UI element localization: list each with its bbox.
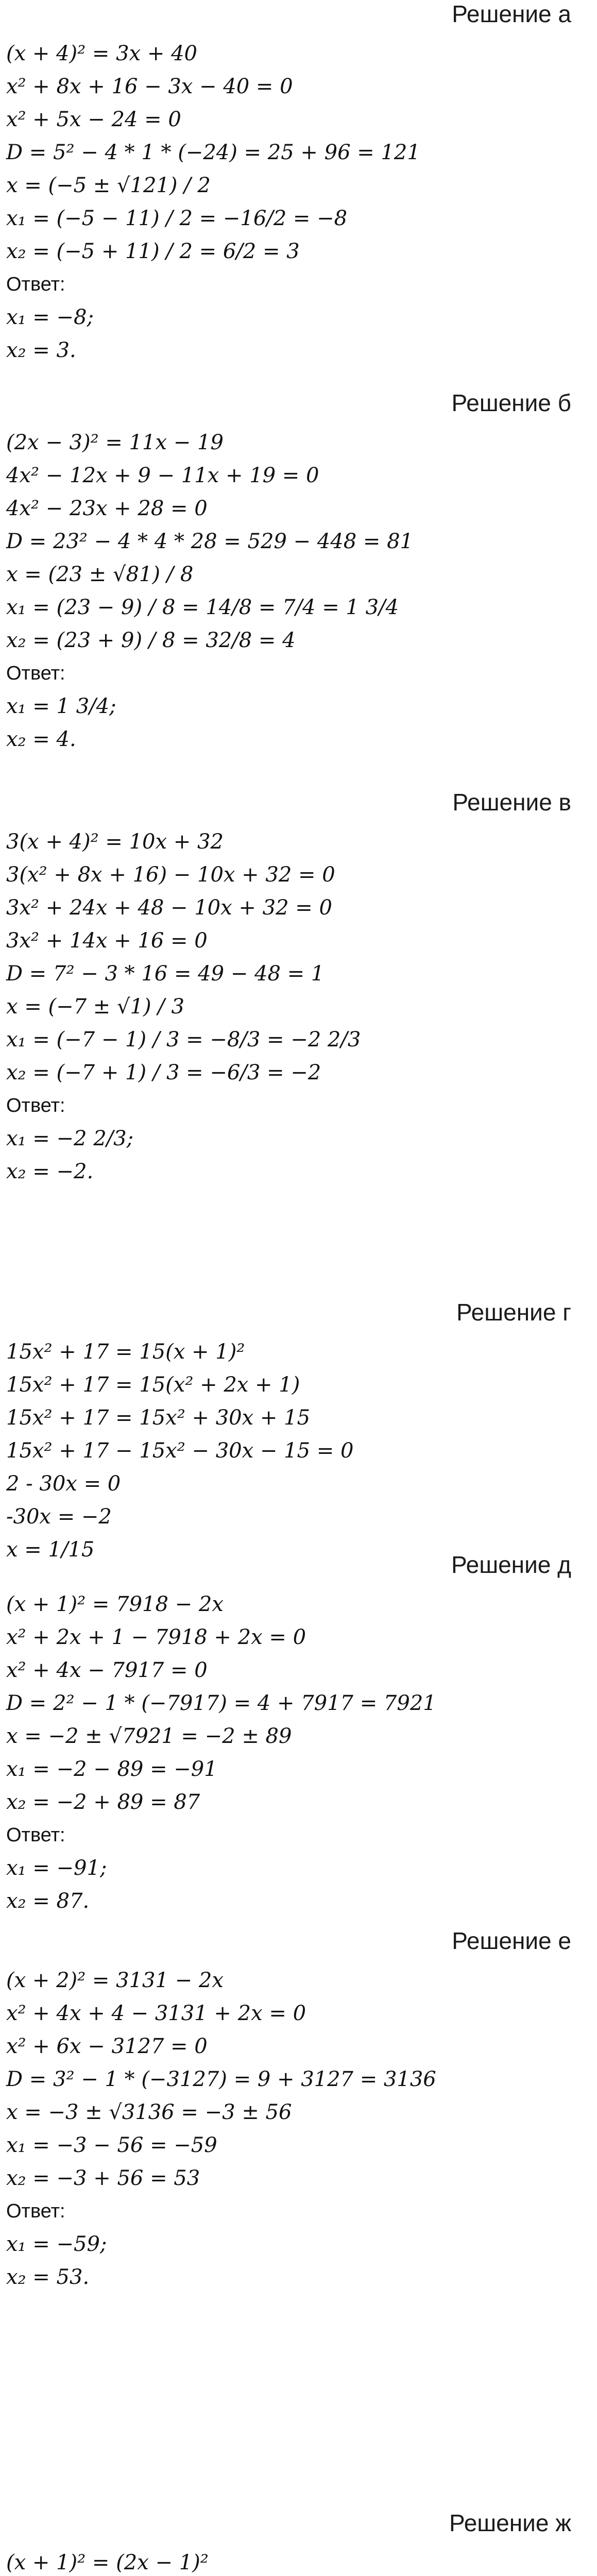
equation-line: x = (−5 ± √121) / 2 [6,174,211,197]
solution-lines [6,825,591,1188]
solution-lines [6,426,591,756]
equation-line: D = 23² − 4 * 4 * 28 = 529 − 448 = 81 [6,530,413,553]
equation-line: x² + 4x − 7917 = 0 [6,1658,208,1682]
solution-heading: Решение б [451,389,571,416]
equation-line: x = (23 ± √81) / 8 [6,563,194,586]
equation-line: x₁ = (23 − 9) / 8 = 14/8 = 7/4 = 1 3/4 [6,596,399,619]
equation-line: x = 1/15 [6,1538,95,1562]
equation-line: x₁ = 1 3/4; [6,694,116,718]
equation-line: x₂ = 53. [6,2265,90,2289]
equation-line: D = 7² − 3 * 16 = 49 − 48 = 1 [6,962,325,986]
equation-line: x₂ = −2 + 89 = 87 [6,1790,200,1814]
equation-line: (2x − 3)² = 11x − 19 [6,431,224,454]
answer-label: Ответ: [6,663,65,684]
answer-label: Ответ: [6,2200,65,2222]
equation-line: x₂ = (−7 + 1) / 3 = −6/3 = −2 [6,1061,321,1084]
answer-label: Ответ: [6,1095,65,1116]
equation-line: x² + 4x + 4 − 3131 + 2x = 0 [6,2002,306,2025]
solution-heading: Решение в [452,789,571,816]
solution-heading: Решение д [451,1551,571,1578]
answer-label: Ответ: [6,1824,65,1846]
equation-line: 3x² + 24x + 48 − 10x + 32 = 0 [6,896,332,920]
equation-line: x = −2 ± √7921 = −2 ± 89 [6,1724,292,1748]
equation-line: x₂ = (23 + 9) / 8 = 32/8 = 4 [6,629,296,652]
solution-heading: Решение ж [449,2510,571,2536]
equation-line: x² + 8x + 16 − 3x − 40 = 0 [6,75,293,98]
equation-line: x₁ = (−7 − 1) / 3 = −8/3 = −2 2/3 [6,1028,361,1052]
equation-line: x₁ = −3 − 56 = −59 [6,2133,217,2157]
solution-lines [6,1588,591,1918]
equation-line: 3x² + 14x + 16 = 0 [6,929,208,953]
equation-line: x² + 6x − 3127 = 0 [6,2035,208,2058]
equation-line: x = −3 ± √3136 = −3 ± 56 [6,2100,292,2124]
equation-line: (x + 4)² = 3x + 40 [6,42,197,65]
equation-line: x₂ = −3 + 56 = 53 [6,2166,200,2190]
equation-line: x₁ = −8; [6,306,94,329]
equation-line: D = 5² − 4 * 1 * (−24) = 25 + 96 = 121 [6,141,420,164]
equation-line: 4x² − 12x + 9 − 11x + 19 = 0 [6,464,319,487]
equation-line: 15x² + 17 = 15(x² + 2x + 1) [6,1373,300,1397]
solution-heading: Решение е [452,1927,571,1954]
solution-lines [6,1964,591,2294]
equation-line: 2 - 30x = 0 [6,1472,121,1496]
equation-line: x₁ = −2 − 89 = −91 [6,1757,217,1781]
solution-lines [6,37,591,367]
equation-line: x² + 2x + 1 − 7918 + 2x = 0 [6,1625,306,1649]
equation-line: x₁ = (−5 − 11) / 2 = −16/2 = −8 [6,207,348,230]
equation-line: 15x² + 17 = 15x² + 30x + 15 [6,1406,311,1430]
equation-line: x² + 5x − 24 = 0 [6,108,181,131]
equation-line: x₂ = 3. [6,338,76,362]
equation-line: x₂ = −2. [6,1160,94,1183]
equation-line: x₁ = −59; [6,2232,107,2256]
solution-heading: Решение г [456,1299,571,1326]
equation-line: (x + 1)² = 7918 − 2x [6,1592,224,1616]
equation-line: x = (−7 ± √1) / 3 [6,995,184,1019]
equation-line: D = 3² − 1 * (−3127) = 9 + 3127 = 3136 [6,2067,436,2091]
answer-label: Ответ: [6,274,65,295]
equation-line: x₁ = −91; [6,1856,107,1880]
equation-line: 15x² + 17 − 15x² − 30x − 15 = 0 [6,1439,354,1463]
equation-line: 3(x + 4)² = 10x + 32 [6,830,224,854]
solution-lines [6,2546,591,2576]
equation-line: x₂ = (−5 + 11) / 2 = 6/2 = 3 [6,240,300,263]
equation-line: 3(x² + 8x + 16) − 10x + 32 = 0 [6,863,335,887]
equation-line: 15x² + 17 = 15(x + 1)² [6,1340,245,1364]
equation-line: 4x² − 23x + 28 = 0 [6,497,208,520]
equation-line: -30x = −2 [6,1505,112,1529]
solution-heading: Решение а [452,1,571,27]
equation-line: D = 2² − 1 * (−7917) = 4 + 7917 = 7921 [6,1691,436,1715]
equation-line: x₁ = −2 2/3; [6,1127,134,1150]
equation-line: (x + 2)² = 3131 − 2x [6,1969,224,1992]
equation-line: x₂ = 87. [6,1889,90,1913]
equation-line: (x + 1)² = (2x − 1)² [6,2551,209,2574]
solution-lines [6,1335,591,1566]
equation-line: x₂ = 4. [6,727,76,751]
